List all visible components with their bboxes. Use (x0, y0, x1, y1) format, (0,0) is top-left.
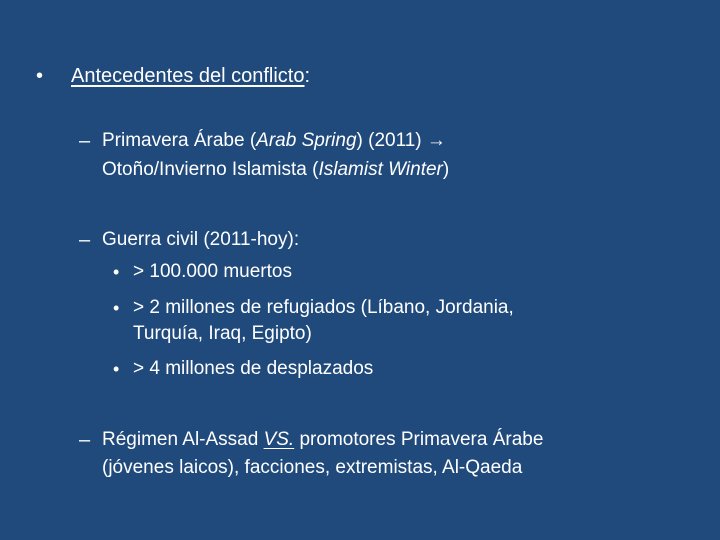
sub3-bullet: • (113, 359, 120, 379)
item3-text-a: Régimen Al-Assad (102, 429, 264, 450)
item1-text-b: ) (2011) → (356, 130, 446, 151)
heading-suffix: : (304, 65, 311, 87)
sub1-bullet: • (113, 262, 120, 282)
item3-vs: VS. (263, 429, 295, 450)
sub2-cont: Turquía, Iraq, Egipto) (133, 323, 312, 344)
item3-text-b: promotores Primavera Árabe (294, 429, 544, 450)
sub3-text: > 4 millones de desplazados (133, 358, 374, 379)
item1-italic-a: Arab Spring (256, 130, 357, 151)
item1-line2-a: Otoño/Invierno Islamista ( (102, 159, 319, 180)
item3-line1 (102, 428, 543, 452)
item2-dash: – (79, 229, 91, 251)
item1-dash: – (79, 130, 91, 152)
top-bullet: • (36, 65, 44, 87)
heading-underlined: Antecedentes del conflicto (71, 65, 305, 87)
item1-line2 (102, 158, 449, 182)
sub2-text: > 2 millones de refugiados (Líbano, Jordania, (133, 297, 514, 318)
item1-line1 (102, 129, 446, 153)
item1-line2-italic: Islamist Winter (318, 159, 443, 180)
item1-text-a: Primavera Árabe ( (102, 130, 257, 151)
slide-heading (71, 64, 310, 88)
sub1-text: > 100.000 muertos (133, 261, 292, 282)
item2-title: Guerra civil (2011-hoy): (102, 229, 300, 250)
sub2-bullet: • (113, 298, 120, 318)
item3-dash: – (79, 429, 91, 451)
item3-line2: (jóvenes laicos), facciones, extremistas, Al-Qaeda (102, 457, 523, 478)
item1-line2-b: ) (442, 159, 450, 180)
